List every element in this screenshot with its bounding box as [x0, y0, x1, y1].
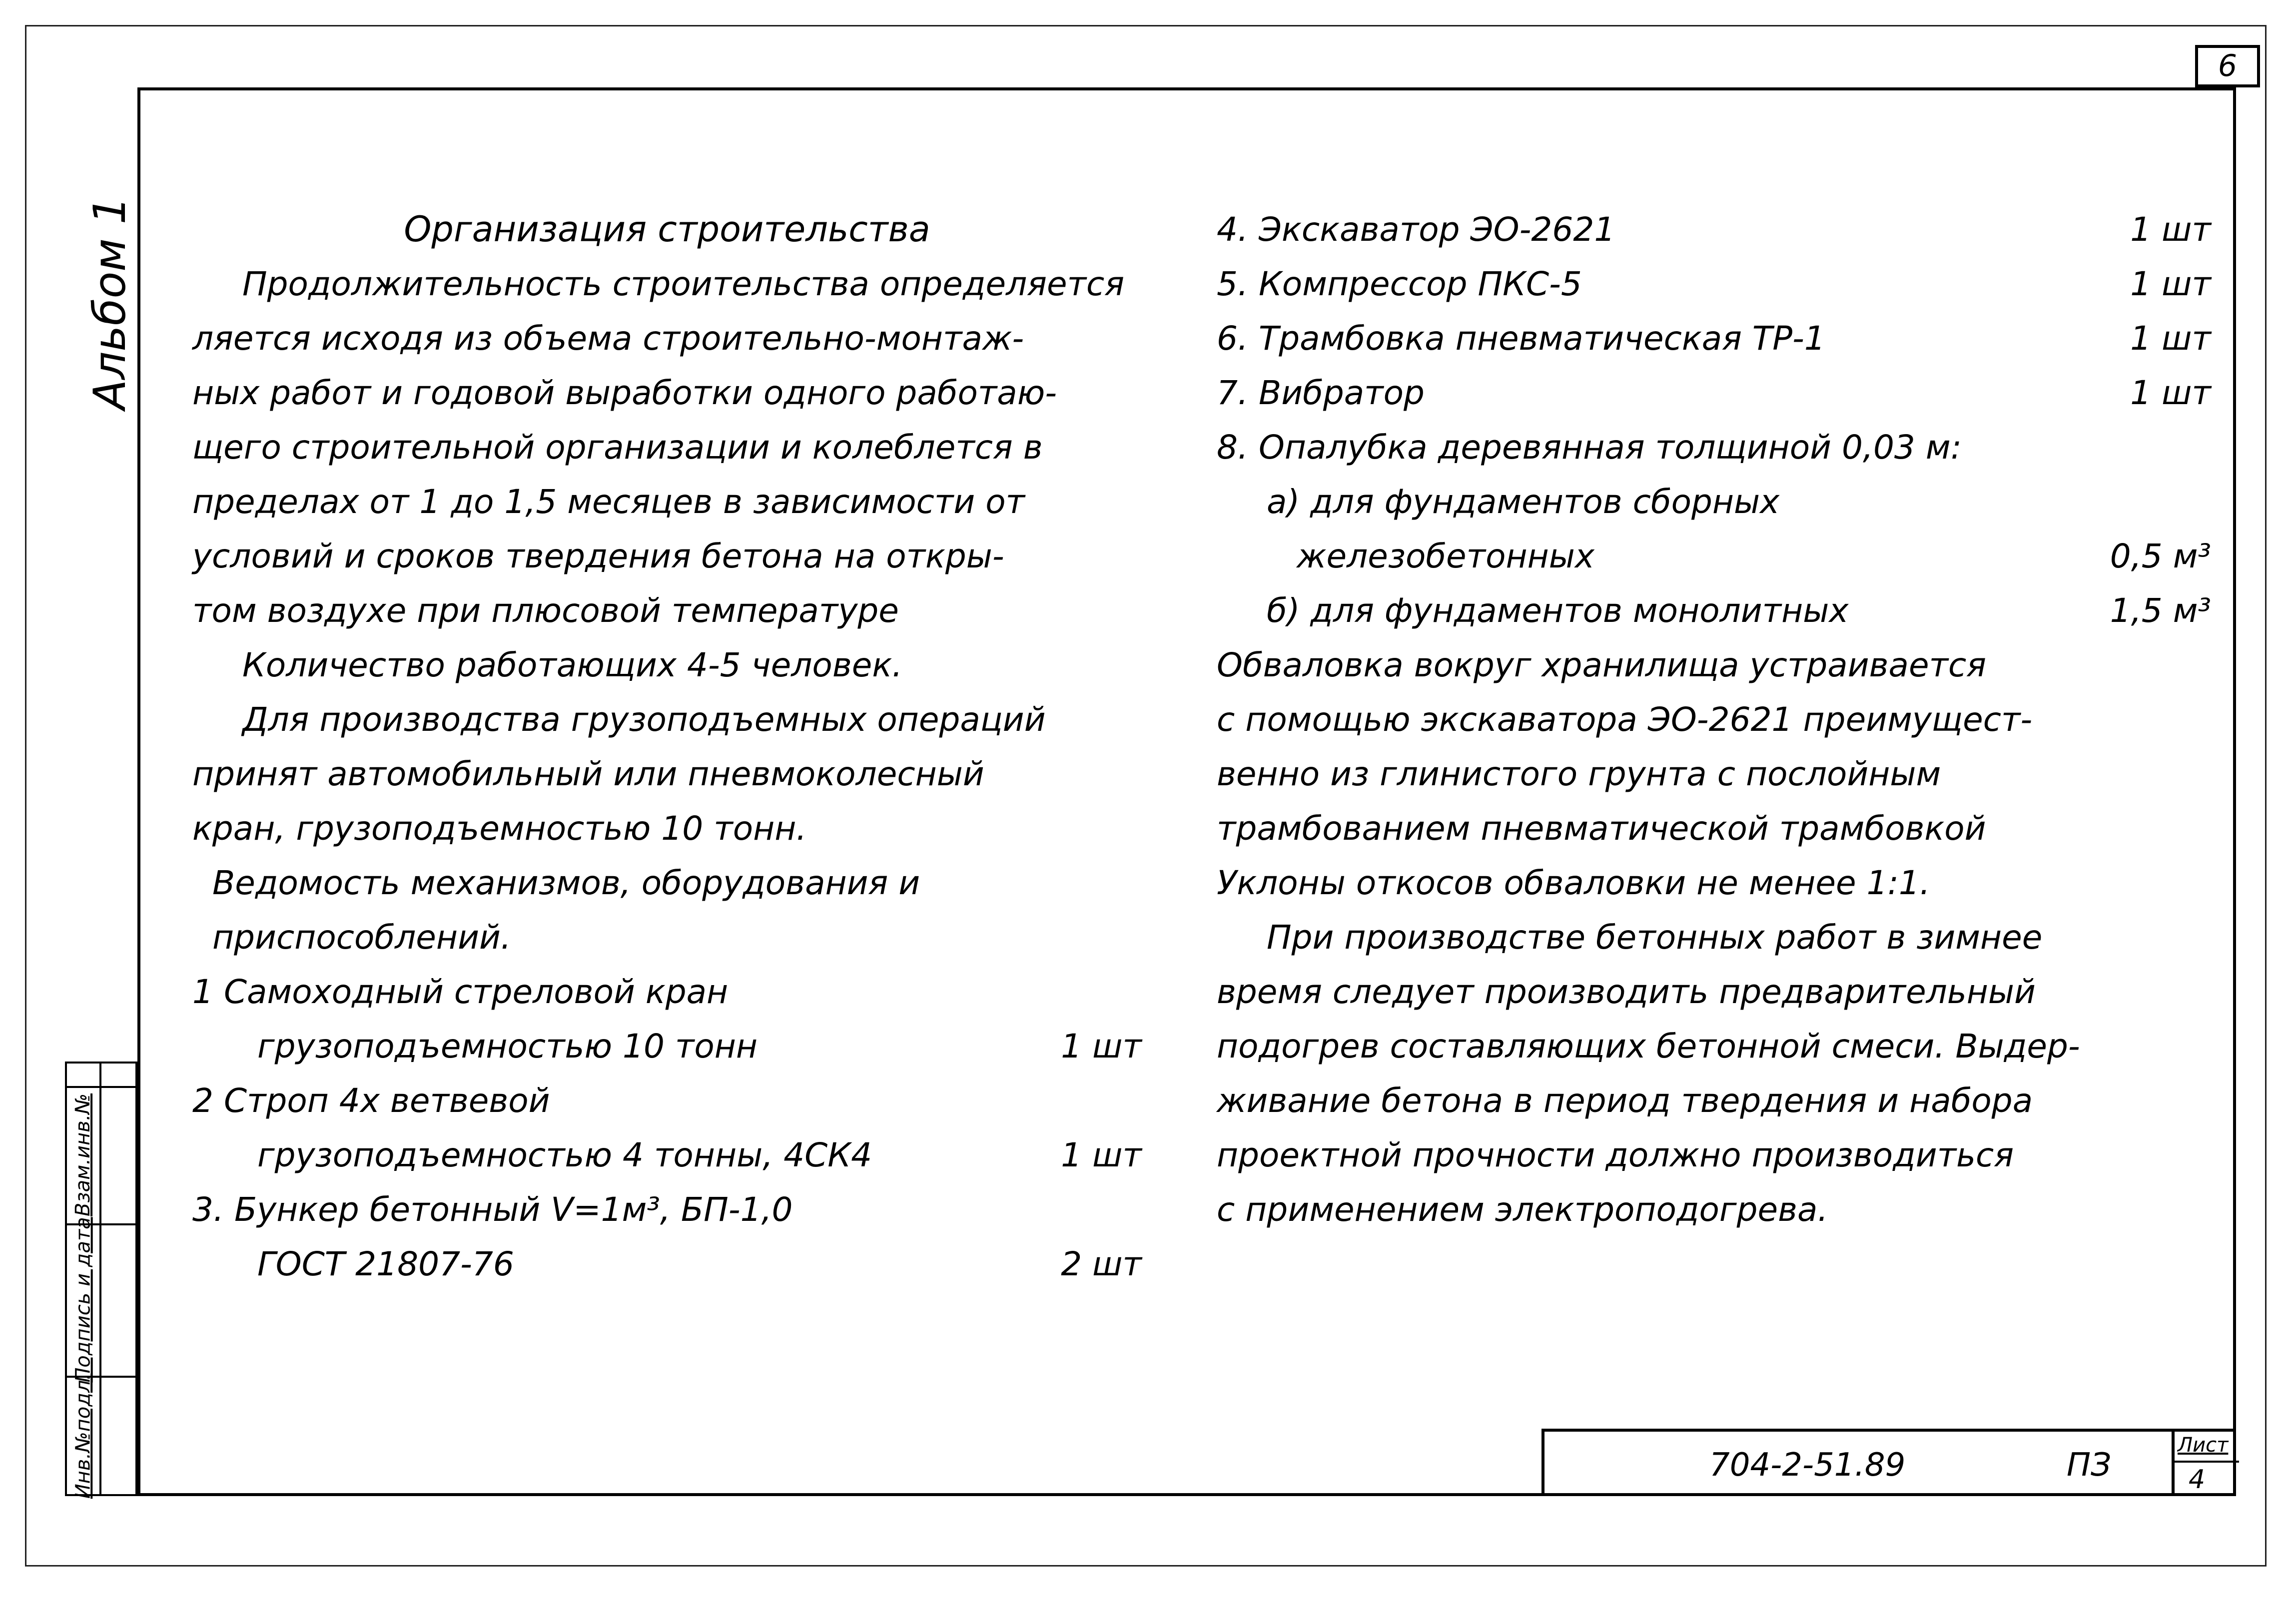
paragraph-line: ляется исходя из объема строительно-монтаж-: [192, 319, 1024, 358]
album-label: Альбом 1: [84, 196, 135, 410]
paragraph-line: ных работ и годовой выработки одного работаю-: [192, 374, 1057, 412]
equipment-qty: 1 шт: [1061, 1136, 1142, 1174]
paragraph-line: время следует производить предварительный: [1217, 973, 2036, 1011]
equipment-detail: грузоподъемностью 4 тонны, 4СК4 1 шт: [192, 1128, 1142, 1182]
stamp-cell: [67, 1373, 99, 1499]
document-code: 704-2-51.89: [1709, 1447, 1906, 1484]
paragraph-line: щего строительной организации и колеблется в: [192, 428, 1043, 467]
equipment-qty: 1 шт: [2130, 319, 2211, 358]
equipment-item: 5. Компрессор ПКС-5 1 шт: [1217, 257, 2211, 311]
paragraph-line: том воздухе при плюсовой температуре: [192, 591, 899, 630]
stamp-cell: [67, 1086, 99, 1223]
paragraph-line: Обваловка вокруг хранилища устраивается: [1217, 646, 1987, 684]
equipment-qty: 1 шт: [2130, 374, 2211, 412]
paragraph-line: подогрев составляющих бетонной смеси. Выдер-: [1217, 1027, 2080, 1066]
equipment-qty: 1 шт: [2130, 210, 2211, 249]
paragraph-line: При производстве бетонных работ в зимнее: [1267, 918, 2043, 957]
paragraph-line: пределах от 1 до 1,5 месяцев в зависимости от: [192, 483, 1025, 521]
stamp-label: Подпись и дата: [71, 1216, 95, 1383]
title-block: [1541, 1429, 2236, 1496]
paragraph-line: трамбованием пневматической трамбовкой: [1217, 809, 1986, 848]
equipment-item: 2 Строп 4х ветвевой: [192, 1081, 550, 1120]
paragraph-line: с применением электроподогрева.: [1217, 1190, 1828, 1229]
formwork-qty: 0,5 м³: [2110, 537, 2211, 575]
equipment-qty: 2 шт: [1061, 1245, 1142, 1283]
section-title: Организация строительства: [404, 209, 930, 250]
stamp-label: Инв.№подл.: [71, 1373, 95, 1499]
equipment-item: 6. Трамбовка пневматическая ТР-1 1 шт: [1217, 311, 2211, 366]
equipment-item: 4. Экскаватор ЭО-2621 1 шт: [1217, 202, 2211, 257]
paragraph-line: живание бетона в период твердения и набора: [1217, 1081, 2033, 1120]
stamp-divider: [99, 1064, 101, 1494]
formwork-sub: а) для фундаментов сборных: [1267, 483, 1780, 521]
paragraph-line: условий и сроков твердения бетона на откры-: [192, 537, 1004, 575]
paragraph-line: принят автомобильный или пневмоколесный: [192, 755, 984, 793]
equipment-item: 3. Бункер бетонный V=1м³, БП-1,0: [192, 1190, 793, 1229]
sheet-cell: [2172, 1432, 2239, 1496]
sheet-number: 4: [2189, 1465, 2206, 1495]
paragraph-line: проектной прочности должно производиться: [1217, 1136, 2014, 1174]
paragraph-line: Для производства грузоподъемных операций: [242, 700, 1046, 739]
list-title: Ведомость механизмов, оборудования и: [212, 864, 920, 902]
sheet-label: Лист: [2178, 1434, 2229, 1457]
equipment-detail: грузоподъемностью 10 тонн 1 шт: [192, 1019, 1142, 1073]
sheet-corner-number: 6: [2195, 45, 2260, 87]
paragraph-line: кран, грузоподъемностью 10 тонн.: [192, 809, 807, 848]
formwork-item: 8. Опалубка деревянная толщиной 0,03 м:: [1217, 428, 1962, 467]
stamp-cell: [67, 1216, 99, 1383]
paragraph-line: с помощью экскаватора ЭО-2621 преимущест-: [1217, 700, 2033, 739]
equipment-item: 7. Вибратор 1 шт: [1217, 366, 2211, 420]
paragraph-line: Продолжительность строительства определяется: [242, 265, 1125, 303]
sheet-cell-divider: [2175, 1461, 2239, 1463]
equipment-qty: 1 шт: [2130, 265, 2211, 303]
left-column: [192, 202, 1142, 1291]
paragraph-line: венно из глинистого грунта с послойным: [1217, 755, 1941, 793]
stamp-label: Взам.инв.№: [71, 1093, 95, 1216]
right-column: [1217, 202, 2211, 1237]
side-stamp: [65, 1062, 137, 1499]
formwork-sub: б) для фундаментов монолитных 1,5 м³: [1217, 583, 2211, 638]
equipment-qty: 1 шт: [1061, 1027, 1142, 1066]
formwork-sub: железобетонных 0,5 м³: [1217, 529, 2211, 583]
paragraph-line: Уклоны откосов обваловки не менее 1:1.: [1217, 864, 1930, 902]
equipment-detail: ГОСТ 21807-76 2 шт: [192, 1237, 1142, 1291]
formwork-qty: 1,5 м³: [2110, 591, 2211, 630]
equipment-item: 1 Самоходный стреловой кран: [192, 973, 729, 1011]
section-code: ПЗ: [2067, 1447, 2112, 1484]
workers-count: Количество работающих 4-5 человек.: [242, 646, 903, 684]
list-title: приспособлений.: [212, 918, 511, 957]
